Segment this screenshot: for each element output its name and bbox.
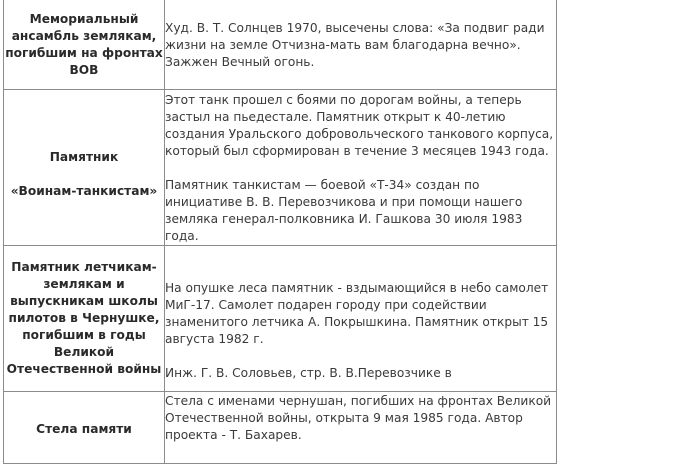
memorial-name-line: Памятник: [49, 150, 119, 164]
table-row: [4, 0, 557, 90]
description-paragraph: Стела с именами чернушан, погибших на фронтах Великой Отечественной войны, открыта 9 мая 1985 года. Автор проекта - Т. Бахарев.: [165, 394, 552, 442]
memorial-name-cell: [4, 0, 165, 90]
description-paragraph: На опушке леса памятник - вздымающийся в небо самолет МиГ-17. Самолет подарен городу при содействии знаменитого летчика А. Покрышкина. Памятник открыт 15 августа 1982 г.: [165, 281, 549, 346]
table-row: [4, 392, 557, 464]
memorial-name: Памятник летчикам-землякам и выпускникам школы пилотов в Чернушке, погибшим в годы Великой Отечественной войны: [6, 260, 162, 376]
memorial-description-cell: [165, 0, 557, 90]
table-row: [4, 90, 557, 246]
memorial-description-cell: [165, 90, 557, 246]
memorial-name-line: «Воинам-танкистам»: [10, 184, 158, 198]
memorial-description-cell: [165, 392, 557, 464]
memorial-description-cell: [165, 246, 557, 392]
memorial-name: Мемориальный ансамбль землякам, погибшим на фронтах ВОВ: [5, 11, 163, 77]
memorials-table: [3, 0, 557, 464]
table-row: [4, 246, 557, 392]
description-paragraph: Худ. В. Т. Солнцев 1970, высечены слова: «За подвиг ради жизни на земле Отчизна-мать вам благодарна вечно». Зажжен Вечный огонь.: [165, 21, 545, 69]
memorial-name-cell: [4, 90, 165, 246]
description-paragraph: Этот танк прошел с боями по дорогам войны, а теперь застыл на пьедестале. Памятник открыт к 40-летию создания Уральского добровольческого танкового корпуса, который был сформирован в течение 3 месяцев 1943 года.: [165, 93, 554, 158]
description-paragraph: Инж. Г. В. Соловьев, стр. В. В.Перевозчике в: [165, 366, 452, 380]
memorial-name-cell: [4, 392, 165, 464]
memorial-name-cell: [4, 246, 165, 392]
description-paragraph: Памятник танкистам — боевой «Т-34» создан по инициативе В. В. Перевозчикова и при помощи нашего земляка генерал-полковника И. Гашкова 30 июля 1983 года.: [165, 178, 523, 243]
memorial-name: Стела памяти: [36, 422, 132, 436]
